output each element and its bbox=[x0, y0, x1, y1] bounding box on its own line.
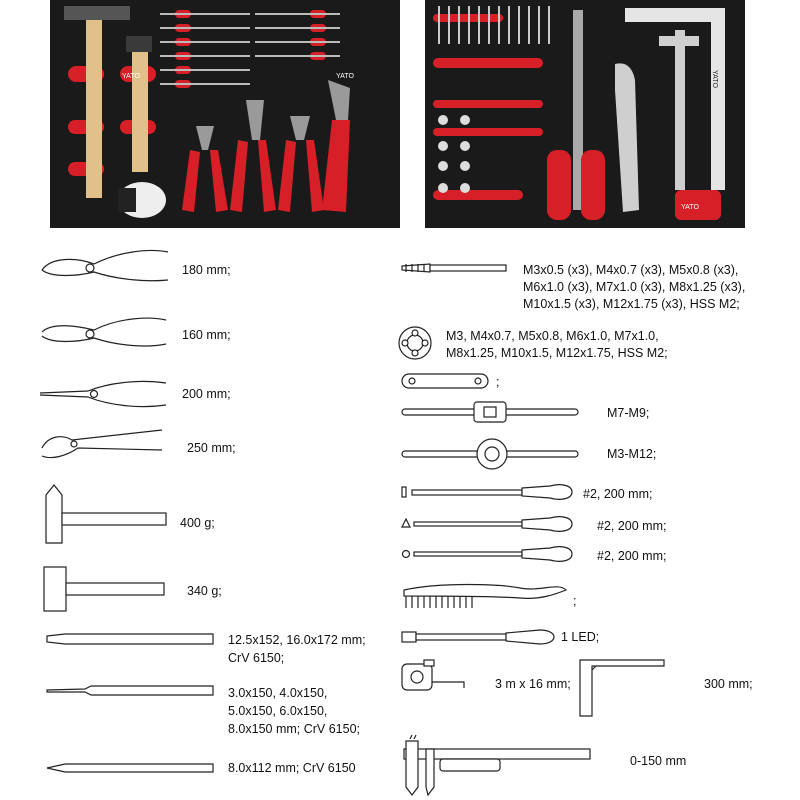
right-tray-photo bbox=[425, 0, 745, 228]
wire-brush-label: ; bbox=[573, 594, 577, 608]
diagonal-cutters-label: 160 mm; bbox=[182, 328, 231, 342]
dies-drawing bbox=[397, 325, 437, 365]
combination-pliers-label: 180 mm; bbox=[182, 263, 231, 277]
machinist-hammer-drawing bbox=[40, 485, 180, 545]
center-punch-label: 8.0x112 mm; CrV 6150 bbox=[228, 761, 356, 775]
flat-chisel-drawing bbox=[45, 632, 225, 646]
round-file-label: #2, 200 mm; bbox=[597, 549, 667, 563]
water-pump-pliers-label: 250 mm; bbox=[187, 441, 236, 455]
combination-pliers-drawing bbox=[38, 246, 178, 296]
triangle-file-drawing bbox=[400, 513, 580, 537]
dies-label-2: M8x1.25, M10x1.5, M12x1.75, HSS M2; bbox=[446, 346, 668, 360]
taps-label-3: M10x1.5 (x3), M12x1.75 (x3), HSS M2; bbox=[523, 297, 740, 311]
tap-holder-label: ; bbox=[496, 375, 500, 389]
right-tray-brand: YATO bbox=[711, 70, 718, 88]
caliper-drawing bbox=[400, 735, 600, 797]
tape-measure-label: 3 m x 16 mm; bbox=[495, 677, 571, 691]
pin-punch-label-3: 8.0x150 mm; CrV 6150; bbox=[228, 722, 361, 736]
flat-chisel-label-1: 12.5x152, 16.0x172 mm; bbox=[228, 633, 366, 647]
taps-drawing bbox=[400, 262, 510, 274]
long-nose-pliers-drawing bbox=[38, 375, 178, 415]
taps-label-1: M3x0.5 (x3), M4x0.7 (x3), M5x0.8 (x3), bbox=[523, 263, 739, 277]
flat-chisel-label-2: CrV 6150; bbox=[228, 651, 285, 665]
left-tray-photo bbox=[50, 0, 400, 228]
pin-punch-drawing bbox=[45, 685, 225, 697]
left-tray-illustration bbox=[50, 0, 400, 228]
round-file-drawing bbox=[400, 543, 580, 567]
try-square-label: 300 mm; bbox=[704, 677, 753, 691]
svg-text:YATO: YATO bbox=[336, 73, 354, 80]
caliper-label: 0-150 mm bbox=[630, 754, 687, 768]
machinist-hammer-label: 400 g; bbox=[180, 516, 215, 530]
triangle-file-label: #2, 200 mm; bbox=[597, 519, 667, 533]
magnetic-pickup-label: 1 LED; bbox=[561, 630, 600, 644]
rubber-mallet-label: 340 g; bbox=[187, 584, 222, 598]
tape-measure-drawing bbox=[400, 658, 470, 696]
die-stock-drawing bbox=[400, 437, 585, 471]
svg-text:YATO: YATO bbox=[681, 204, 699, 211]
flat-file-drawing bbox=[400, 481, 580, 505]
flat-file-label: #2, 200 mm; bbox=[583, 487, 653, 501]
right-tray-illustration bbox=[425, 0, 745, 228]
rubber-mallet-drawing bbox=[40, 565, 180, 615]
try-square-drawing bbox=[578, 656, 668, 718]
left-tray-brand: YATO bbox=[122, 73, 140, 80]
water-pump-pliers-drawing bbox=[38, 426, 178, 466]
pin-punch-label-1: 3.0x150, 4.0x150, bbox=[228, 686, 328, 700]
taps-label-2: M6x1.0 (x3), M7x1.0 (x3), M8x1.25 (x3), bbox=[523, 280, 746, 294]
center-punch-drawing bbox=[45, 762, 225, 774]
diagonal-cutters-drawing bbox=[38, 312, 178, 362]
dies-label-1: M3, M4x0.7, M5x0.8, M6x1.0, M7x1.0, bbox=[446, 329, 659, 343]
tap-holder-drawing bbox=[400, 372, 492, 392]
magnetic-pickup-drawing bbox=[400, 628, 560, 646]
long-nose-pliers-label: 200 mm; bbox=[182, 387, 231, 401]
wire-brush-drawing bbox=[400, 580, 570, 612]
pin-punch-label-2: 5.0x150, 6.0x150, bbox=[228, 704, 328, 718]
tap-wrench-label: M7-M9; bbox=[607, 406, 650, 420]
die-stock-label: M3-M12; bbox=[607, 447, 657, 461]
tap-wrench-drawing bbox=[400, 400, 585, 424]
